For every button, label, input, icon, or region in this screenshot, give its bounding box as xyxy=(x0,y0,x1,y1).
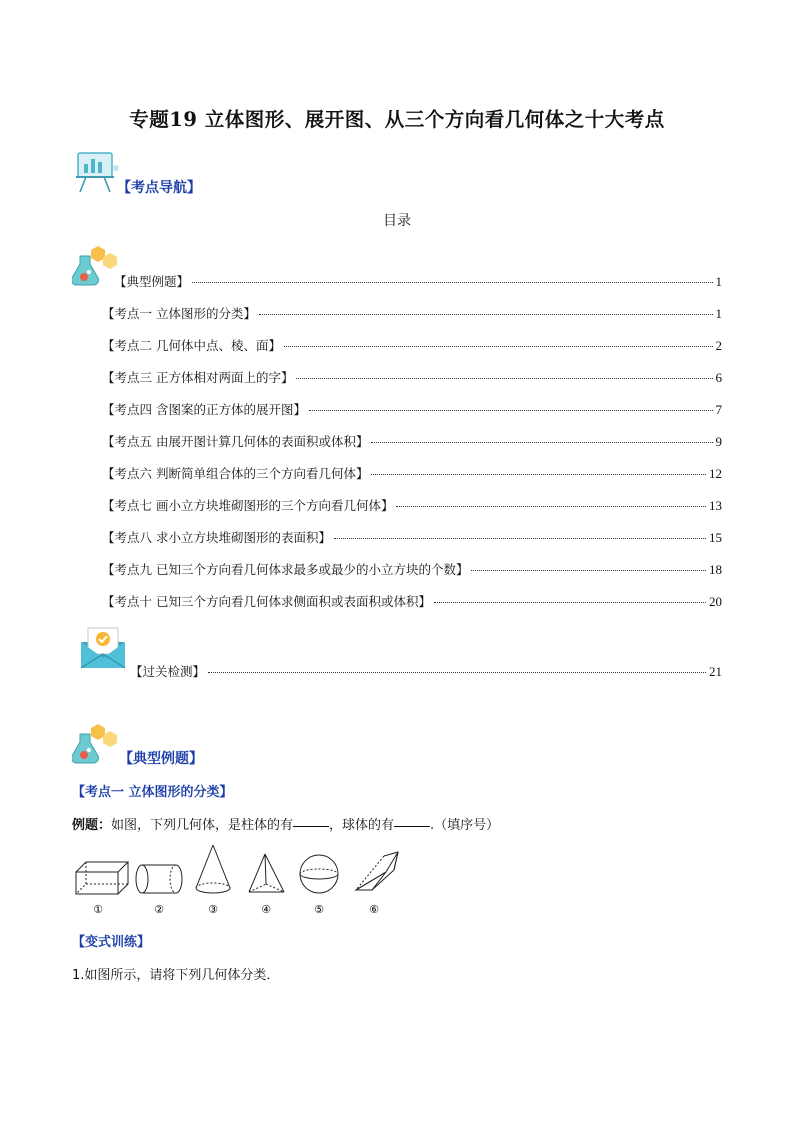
toc-item[interactable] xyxy=(102,336,722,354)
toc-item-label: 【考点十 已知三个方向看几何体求侧面积或表面积或体积】 xyxy=(102,594,431,609)
toc-item-label: 【过关检测】 xyxy=(130,664,206,679)
variant-heading: 【变式训练】 xyxy=(72,935,151,950)
toc-item[interactable] xyxy=(102,368,722,386)
sphere-shape xyxy=(300,855,338,893)
toc-leader xyxy=(396,506,706,507)
toc-item-page: 18 xyxy=(709,562,722,577)
cuboid-shape xyxy=(76,862,128,894)
toc-item-page: 7 xyxy=(715,402,722,417)
toc-item[interactable] xyxy=(130,662,722,680)
toc-item-page: 15 xyxy=(709,530,722,545)
toc-item[interactable] xyxy=(102,560,722,578)
toc-item-page: 21 xyxy=(709,664,722,679)
toc-leader xyxy=(309,410,713,411)
toc-item-page: 20 xyxy=(709,594,722,609)
shape-label: ⑥ xyxy=(369,903,379,916)
toc-item[interactable] xyxy=(102,528,722,546)
toc-leader xyxy=(471,570,706,571)
toc-item-label: 【考点六 判断简单组合体的三个方向看几何体】 xyxy=(102,466,369,481)
example-question xyxy=(72,814,499,833)
example-text-3: .（填序号） xyxy=(430,818,500,833)
toc-leader xyxy=(371,474,706,475)
cylinder-shape xyxy=(136,865,182,893)
answer-blank-sphere[interactable] xyxy=(394,826,430,827)
toc-item-label: 【考点七 画小立方块堆砌图形的三个方向看几何体】 xyxy=(102,498,394,513)
toc-leader xyxy=(296,378,712,379)
solid-shapes-figure xyxy=(72,842,412,916)
page-title: 专题19 立体图形、展开图、从三个方向看几何体之十大考点 xyxy=(129,108,665,131)
toc-item-page: 1 xyxy=(715,306,722,321)
toc-item[interactable] xyxy=(102,592,722,610)
triangular-prism-shape xyxy=(356,852,398,890)
toc-leader xyxy=(334,538,706,539)
toc-item-label: 【考点九 已知三个方向看几何体求最多或最少的小立方块的个数】 xyxy=(102,562,469,577)
shape-label: ② xyxy=(154,903,164,916)
toc-item-label: 【考点八 求小立方块堆砌图形的表面积】 xyxy=(102,530,331,545)
toc-item-page: 2 xyxy=(715,338,722,353)
flask-icon xyxy=(72,722,120,766)
toc-item[interactable] xyxy=(102,304,722,322)
toc-leader xyxy=(208,672,706,673)
toc-title: 目录 xyxy=(383,213,411,229)
checkmark-envelope-icon xyxy=(79,626,127,670)
example-prefix: 例题： xyxy=(72,818,112,833)
flask-icon xyxy=(72,244,120,288)
example-text-2: ，球体的有 xyxy=(329,818,395,833)
toc-leader xyxy=(371,442,712,443)
shape-label: ③ xyxy=(208,903,218,916)
answer-blank-prism[interactable] xyxy=(293,826,329,827)
toc-item-label: 【典型例题】 xyxy=(114,274,190,289)
shape-label: ④ xyxy=(261,903,271,916)
toc-item[interactable] xyxy=(102,464,722,482)
toc-item-label: 【考点三 正方体相对两面上的字】 xyxy=(102,370,294,385)
toc-item-page: 1 xyxy=(715,274,722,289)
toc-item-page: 12 xyxy=(709,466,722,481)
toc-item[interactable] xyxy=(102,496,722,514)
toc-item-page: 6 xyxy=(715,370,722,385)
cone-shape xyxy=(196,845,230,893)
example-text-1: 如图，下列几何体，是柱体的有 xyxy=(111,818,294,833)
toc-leader xyxy=(192,282,712,283)
toc-leader xyxy=(259,314,713,315)
toc-item-label: 【考点二 几何体中点、棱、面】 xyxy=(102,338,281,353)
nav-label: 【考点导航】 xyxy=(117,180,201,196)
shape-label: ① xyxy=(93,903,103,916)
toc-leader xyxy=(284,346,713,347)
toc-item[interactable] xyxy=(114,272,722,290)
question-1: 1.如图所示，请将下列几何体分类． xyxy=(72,968,280,983)
shape-label: ⑤ xyxy=(314,903,324,916)
toc-item[interactable] xyxy=(102,400,722,418)
toc-item-page: 13 xyxy=(709,498,722,513)
toc-item-label: 【考点五 由展开图计算几何体的表面积或体积】 xyxy=(102,434,369,449)
section-heading-examples: 【典型例题】 xyxy=(119,751,203,767)
toc-leader xyxy=(434,602,706,603)
toc-item[interactable] xyxy=(102,432,722,450)
chart-easel-icon xyxy=(74,150,122,194)
toc-item-label: 【考点四 含图案的正方体的展开图】 xyxy=(102,402,306,417)
toc-item-page: 9 xyxy=(715,434,722,449)
kp1-heading: 【考点一 立体图形的分类】 xyxy=(72,785,233,800)
toc-item-label: 【考点一 立体图形的分类】 xyxy=(102,306,256,321)
pyramid-shape xyxy=(249,854,284,892)
